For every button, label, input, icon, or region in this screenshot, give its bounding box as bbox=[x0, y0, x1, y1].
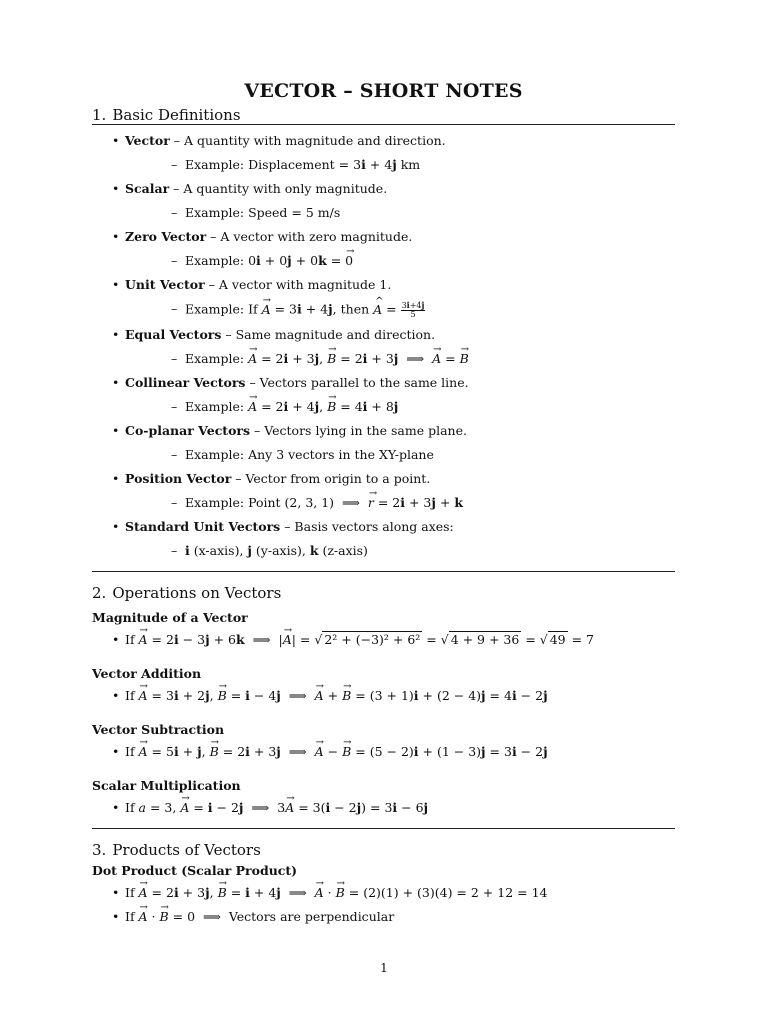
subtraction-example: • If → A = 5i + j, → B = 2i + 3j ⟹ → A − → B = (5 − 2)i + (1 − 3)j = 3i − 2j bbox=[92, 744, 675, 760]
definition-zero-vector: • Zero Vector – A vector with zero magnitude. – Example: 0i + 0j + 0k = → 0 bbox=[92, 229, 675, 269]
example-zero-vector: – Example: 0i + 0j + 0k = → 0 bbox=[125, 253, 675, 269]
subheading-addition: Vector Addition bbox=[92, 666, 202, 681]
definition-standard-unit-vectors: • Standard Unit Vectors – Basis vectors along axes: – i (x-axis), j (y-axis), k (z-axis) bbox=[92, 519, 675, 559]
example-collinear-vectors: – Example: → A = 2i + 4j, → B = 4i + 8j bbox=[125, 399, 675, 415]
section-heading: 2. Operations on Vectors bbox=[92, 584, 282, 602]
subheading-subtraction: Vector Subtraction bbox=[92, 722, 225, 737]
example-position-vector: – Example: Point (2, 3, 1) ⟹ → r = 2i + 3j + k bbox=[125, 495, 675, 511]
dot-product-list bbox=[92, 885, 675, 925]
dot-product-example: • If → A = 2i + 3j, → B = i + 4j ⟹ → A · → B = (2)(1) + (3)(4) = 2 + 12 = 14 bbox=[92, 885, 675, 901]
definition-coplanar-vectors: • Co-planar Vectors – Vectors lying in the same plane. – Example: Any 3 vectors in the XY-plane bbox=[92, 423, 675, 463]
addition-list bbox=[92, 688, 675, 704]
example-standard-unit-vectors: – i (x-axis), j (y-axis), k (z-axis) bbox=[125, 543, 675, 559]
document-page bbox=[92, 80, 675, 925]
document-title: VECTOR – SHORT NOTES bbox=[244, 80, 523, 102]
magnitude-example: • If → A = 2i − 3j + 6k ⟹ |→ A| = √ 2² + (−3)² + 6² = √ 4 + 9 + 36 = √ 49 = 7 bbox=[92, 632, 675, 648]
definition-collinear-vectors: • Collinear Vectors – Vectors parallel to the same line. – Example: → A = 2i + 4j, → B = 4i + 8j bbox=[92, 375, 675, 415]
section-basic-definitions bbox=[92, 106, 675, 559]
definitions-list bbox=[92, 133, 675, 559]
page-number: 1 bbox=[380, 961, 388, 975]
definition-equal-vectors: • Equal Vectors – Same magnitude and direction. – Example: → A = 2i + 3j, → B = 2i + 3j ⟹ → A = → B bbox=[92, 327, 675, 367]
scalar-multiplication-list bbox=[92, 800, 675, 816]
section-products bbox=[92, 841, 675, 925]
subheading-dot-product: Dot Product (Scalar Product) bbox=[92, 863, 298, 878]
section-heading: 3. Products of Vectors bbox=[92, 841, 261, 859]
section-divider bbox=[92, 828, 675, 829]
subheading-scalar-multiplication: Scalar Multiplication bbox=[92, 778, 241, 793]
definition-scalar: • Scalar – A quantity with only magnitude. – Example: Speed = 5 m/s bbox=[92, 181, 675, 221]
magnitude-list bbox=[92, 632, 675, 648]
section-heading: 1. Basic Definitions bbox=[92, 106, 241, 124]
addition-example: • If → A = 3i + 2j, → B = i − 4j ⟹ → A + → B = (3 + 1)i + (2 − 4)j = 4i − 2j bbox=[92, 688, 675, 704]
definition-vector: • Vector – A quantity with magnitude and direction. – Example: Displacement = 3i + 4j km bbox=[92, 133, 675, 173]
example-vector: – Example: Displacement = 3i + 4j km bbox=[125, 157, 675, 173]
section-divider bbox=[92, 571, 675, 572]
scalar-multiplication-example: • If a = 3, → A = i − 2j ⟹ 3→ A = 3(i − 2j) = 3i − 6j bbox=[92, 800, 675, 816]
example-scalar: – Example: Speed = 5 m/s bbox=[125, 205, 675, 221]
section-rule bbox=[92, 124, 675, 125]
subheading-magnitude: Magnitude of a Vector bbox=[92, 610, 248, 625]
example-coplanar-vectors: – Example: Any 3 vectors in the XY-plane bbox=[125, 447, 675, 463]
example-equal-vectors: – Example: → A = 2i + 3j, → B = 2i + 3j ⟹ → A = → B bbox=[125, 351, 675, 367]
definition-position-vector: • Position Vector – Vector from origin to a point. – Example: Point (2, 3, 1) ⟹ → r = 2i + 3j + k bbox=[92, 471, 675, 511]
definition-unit-vector: • Unit Vector – A vector with magnitude 1. – Example: If → A = 3i + 4j, then ^ A = $\frac{3i+4j}{5}$ bbox=[92, 277, 675, 319]
subtraction-list bbox=[92, 744, 675, 760]
section-operations bbox=[92, 584, 675, 816]
example-unit-vector: – Example: If → A = 3i + 4j, then ^ A = $\frac{3i+4j}{5}$ bbox=[125, 301, 675, 319]
dot-product-perpendicular: • If → A · → B = 0 ⟹ Vectors are perpendicular bbox=[92, 909, 675, 925]
